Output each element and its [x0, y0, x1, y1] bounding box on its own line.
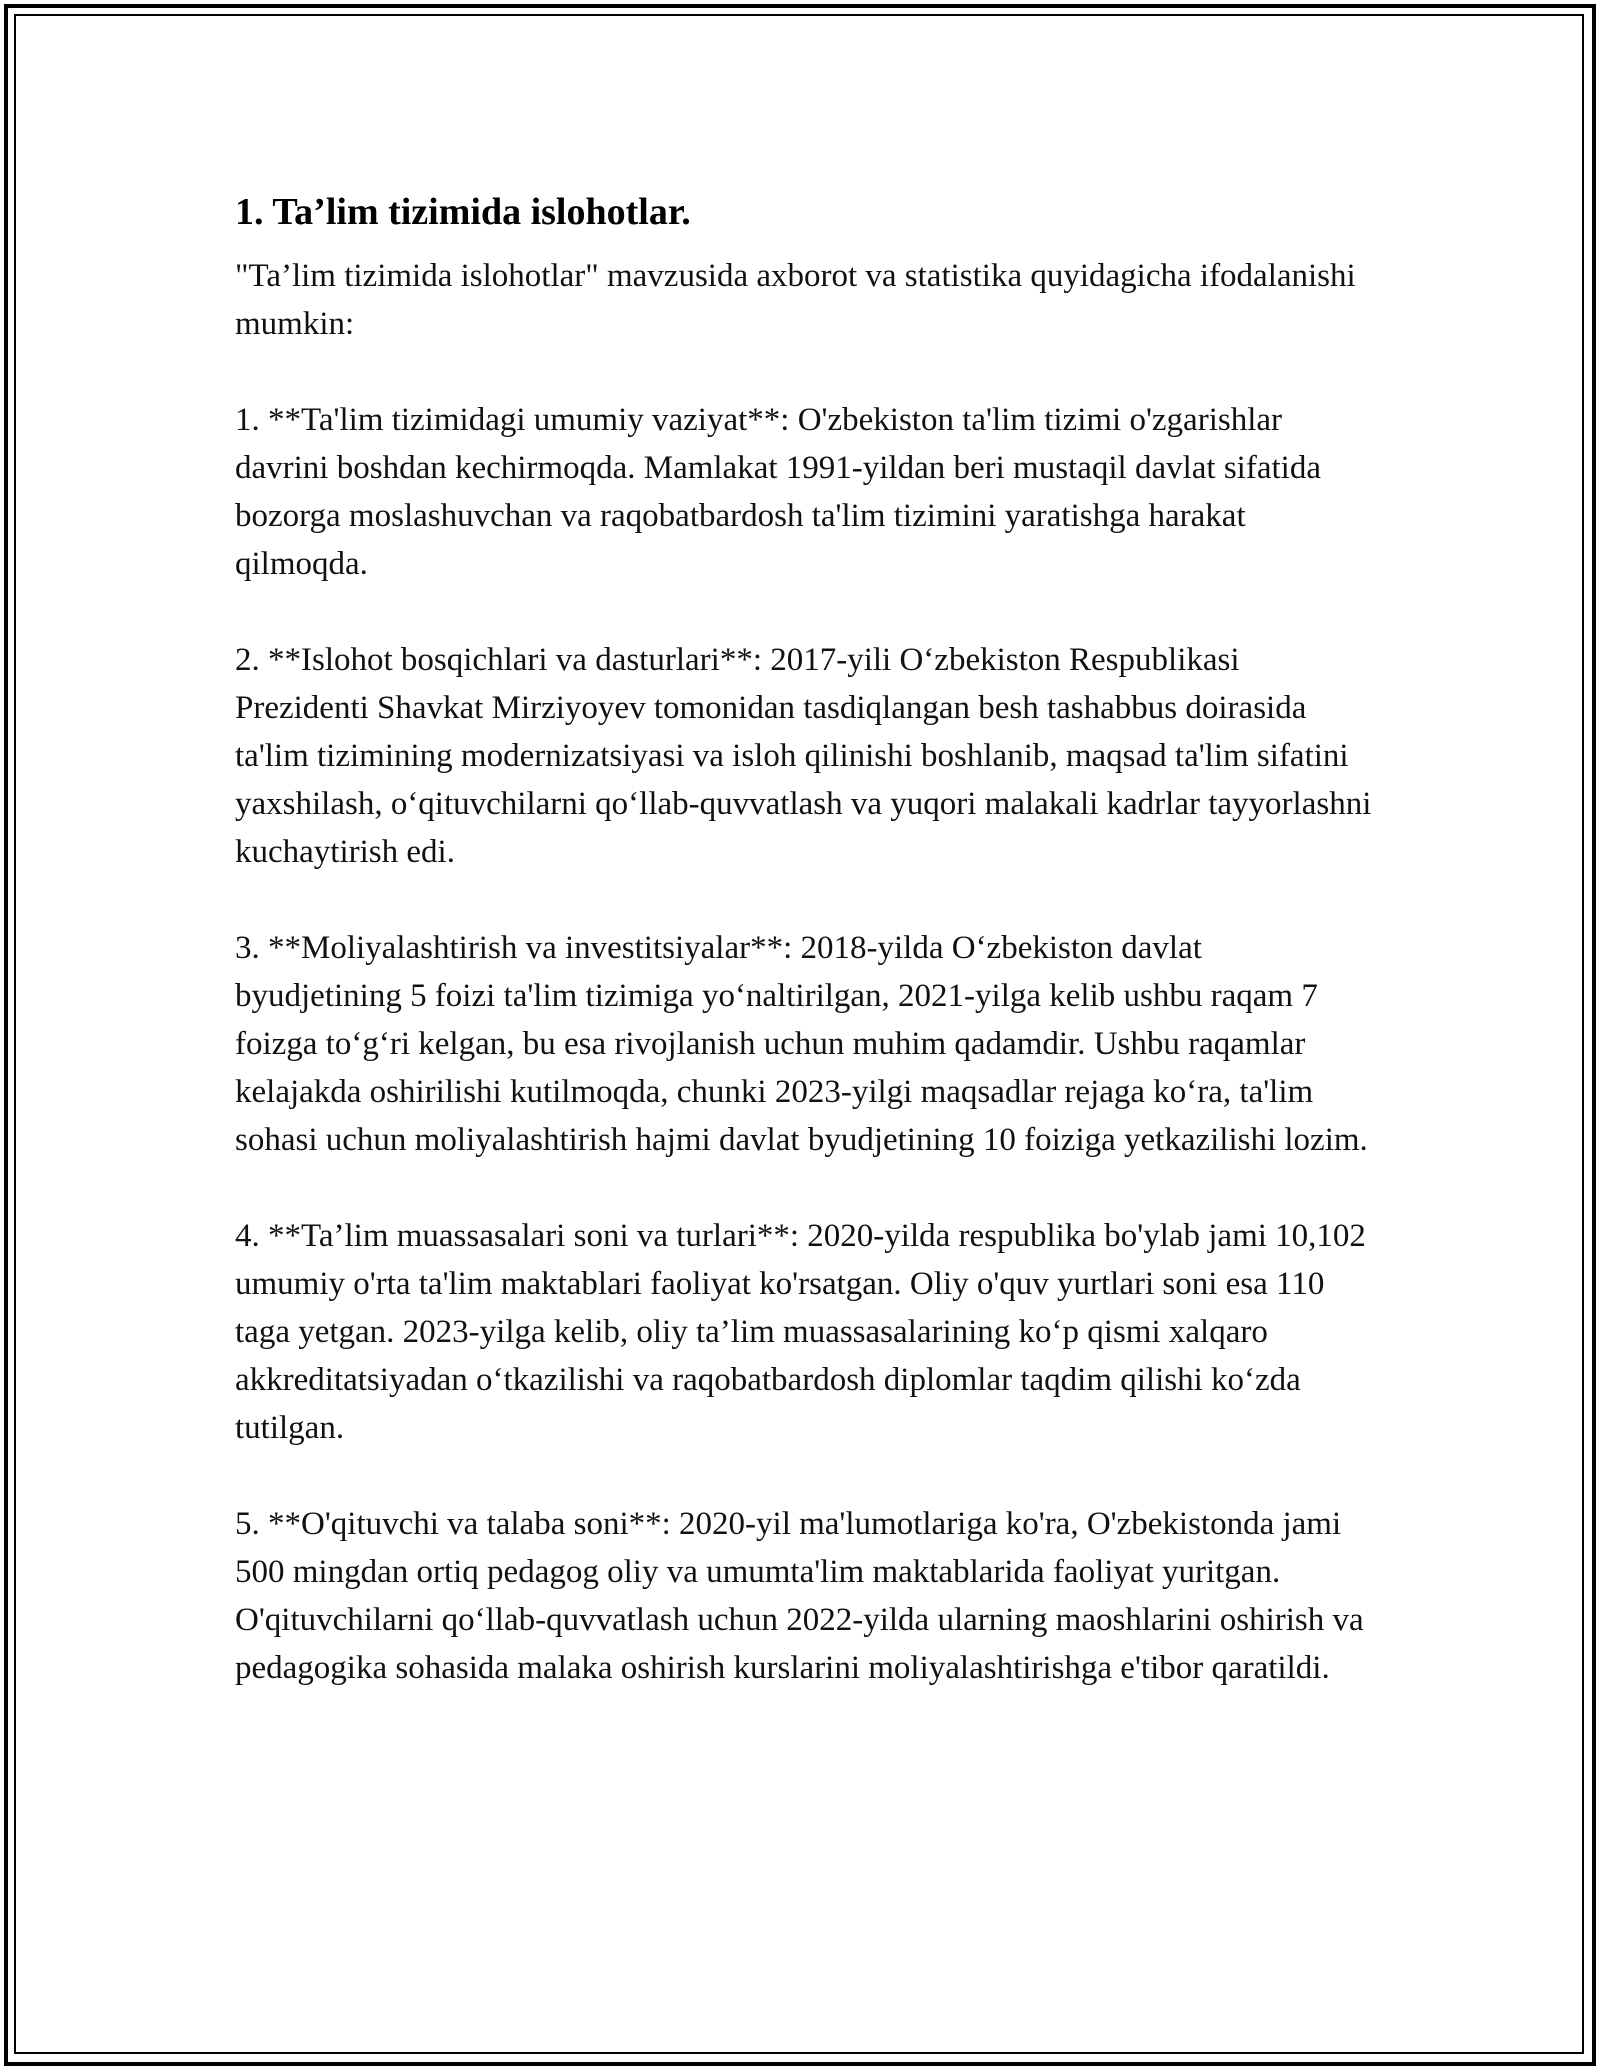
paragraph-teachers-students: 5. **O'qituvchi va talaba soni**: 2020-yil ma'lumotlariga ko'ra, O'zbekistonda jami 500 mingdan ortiq pedagog oliy va umumta'lim maktablarida faoliyat yuritgan. O'qituvchilarni qo‘llab-quvvatlash uchun 2022-yilda ularning maoshlarini oshirish va pedagogika sohasida malaka oshirish kurslarini moliyalashtirishga e'tibor qaratildi. [235, 1506, 1364, 1686]
paragraph-general-situation: 1. **Ta'lim tizimidagi umumiy vaziyat**: O'zbekiston ta'lim tizimi o'zgarishlar davrini boshdan kechirmoqda. Mamlakat 1991-yildan beri mustaqil davlat sifatida bozorga moslashuvchan va raqobatbardosh ta'lim tizimini yaratishga harakat qilmoqda. [235, 402, 1321, 582]
intro-paragraph: "Ta’lim tizimida islohotlar" mavzusida axborot va statistika quyidagicha ifodalanishi mumkin: [235, 258, 1356, 342]
paragraph-financing: 3. **Moliyalashtirish va investitsiyalar**: 2018-yilda O‘zbekiston davlat byudjetining 5 foizi ta'lim tizimiga yo‘naltirilgan, 2021-yilga kelib ushbu raqam 7 foizga to‘g‘ri kelgan, bu esa rivojlanish uchun muhim qadamdir. Ushbu raqamlar kelajakda oshirilishi kutilmoqda, chunki 2023-yilgi maqsadlar rejaga ko‘ra, ta'lim sohasi uchun moliyalashtirish hajmi davlat byudjetining 10 foiziga yetkazilishi lozim. [235, 930, 1368, 1158]
document-body [235, 186, 1375, 1740]
paragraph-institutions: 4. **Ta’lim muassasalari soni va turlari**: 2020-yilda respublika bo'ylab jami 10,102 umumiy o'rta ta'lim maktablari faoliyat ko'rsatgan. Oliy o'quv yurtlari soni esa 110 taga yetgan. 2023-yilga kelib, oliy ta’lim muassasalarining ko‘p qismi xalqaro akkreditatsiyadan o‘tkazilishi va raqobatbardosh diplomlar taqdim qilishi ko‘zda tutilgan. [235, 1218, 1366, 1446]
document-title: 1. Ta’lim tizimida islohotlar. [235, 191, 691, 233]
paragraph-reform-stages: 2. **Islohot bosqichlari va dasturlari**: 2017-yili O‘zbekiston Respublikasi Prezidenti Shavkat Mirziyoyev tomonidan tasdiqlangan besh tashabbus doirasida ta'lim tizimining modernizatsiyasi va isloh qilinishi boshlanib, maqsad ta'lim sifatini yaxshilash, o‘qituvchilarni qo‘llab-quvvatlash va yuqori malakali kadrlar tayyorlashni kuchaytirish edi. [235, 642, 1372, 870]
